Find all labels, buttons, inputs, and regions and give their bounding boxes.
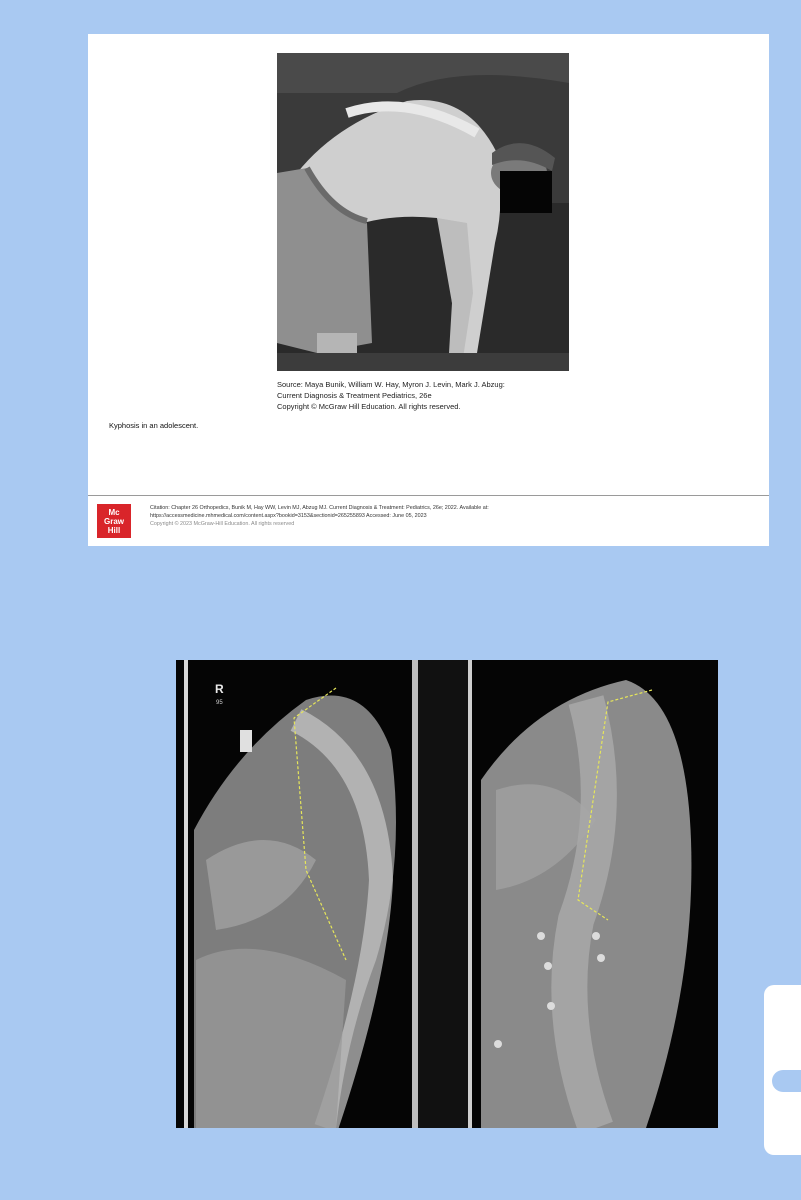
citation-copyright: Copyright © 2023 McGraw-Hill Education. All rights reserved <box>150 521 295 527</box>
citation-text <box>150 504 750 528</box>
figure-source <box>277 379 697 412</box>
figure-caption: Kyphosis in an adolescent. <box>109 421 199 430</box>
spine-xray-panel <box>176 660 718 1128</box>
xray-side-marker: R <box>215 682 224 696</box>
mcgraw-hill-logo: Mc Graw Hill <box>97 504 131 538</box>
source-line: Source: Maya Bunik, William W. Hay, Myron J. Levin, Mark J. Abzug: <box>277 380 505 389</box>
citation-line: Citation: Chapter 26 Orthopedics, Bunik M, Hay WW, Levin MJ, Abzug MJ. Current Diagnosis & Treatment: Pediatrics, 26e; 2022. Available at: <box>150 505 489 511</box>
source-line: Current Diagnosis & Treatment Pediatrics, 26e <box>277 391 432 400</box>
xray-marker-sub: 95 <box>216 700 223 706</box>
source-line: Copyright © McGraw Hill Education. All rights reserved. <box>277 402 461 411</box>
footer-divider <box>88 495 769 496</box>
figure-card <box>88 34 769 546</box>
citation-line: https://accessmedicine.mhmedical.com/content.aspx?bookid=3153&sectionid=265255893 Accessed: June 05, 2023 <box>150 513 427 519</box>
decorative-side-notch <box>772 1070 801 1092</box>
kyphosis-photo <box>277 53 569 371</box>
